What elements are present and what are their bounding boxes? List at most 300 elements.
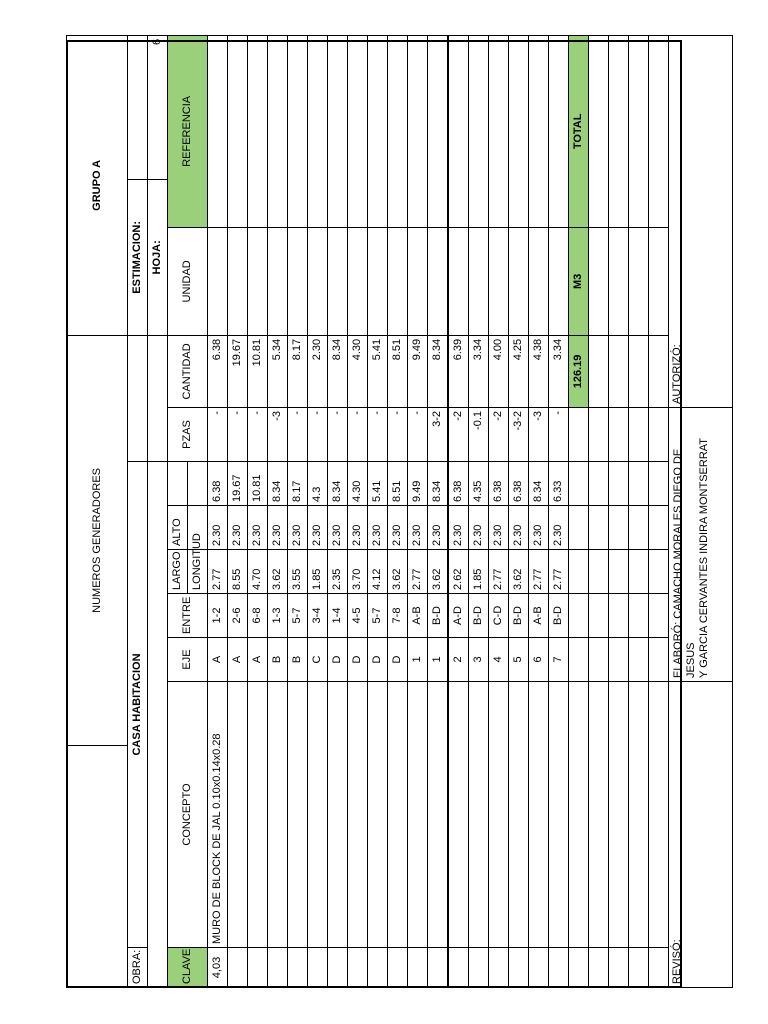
eje-cell: C <box>308 637 328 681</box>
alto-cell: 2.30 <box>388 505 408 549</box>
pzas-cell: - <box>248 407 268 461</box>
clave-cell <box>348 948 368 988</box>
largo-cell <box>589 549 609 593</box>
reviso-label: REVISÓ: <box>669 681 733 987</box>
clave-cell <box>629 948 649 988</box>
entre-cell <box>589 593 609 637</box>
clave-cell <box>268 948 288 988</box>
pzas-cell: - <box>368 407 388 461</box>
eje-cell: B <box>268 637 288 681</box>
alto-cell: 2.30 <box>348 505 368 549</box>
unidad-cell <box>408 227 428 335</box>
pzas-cell: - <box>288 407 308 461</box>
clave-cell <box>248 948 268 988</box>
col-header-alto: ALTO <box>168 505 188 549</box>
alto-cell: 2.30 <box>368 505 388 549</box>
clave-cell <box>569 948 589 988</box>
largo-cell: 2.77 <box>408 549 428 593</box>
referencia-cell <box>408 35 428 227</box>
entre-cell: 1-4 <box>328 593 348 637</box>
alto-cell: 2.30 <box>448 505 469 549</box>
elaboro-line-2: Y GARCIA CERVANTES INDIRA MONTSERRAT <box>698 437 711 678</box>
entre-cell: B-D <box>428 593 449 637</box>
cantidad-cell: 3.34 <box>469 335 489 407</box>
cantidad-cell: 8.34 <box>328 335 348 407</box>
referencia-cell <box>448 35 469 227</box>
col-header-referencia: REFERENCIA <box>168 35 208 227</box>
pzas-cell <box>589 407 609 461</box>
table-row <box>308 35 328 987</box>
entre-cell: 1-3 <box>268 593 288 637</box>
unidad-cell <box>228 227 248 335</box>
referencia-cell <box>549 35 569 227</box>
largo-cell: 2.35 <box>328 549 348 593</box>
total-label: TOTAL <box>569 35 589 227</box>
area-cell <box>629 461 649 505</box>
pzas-cell: -2 <box>489 407 509 461</box>
area-cell: 8.34 <box>328 461 348 505</box>
table-row <box>228 35 248 987</box>
referencia-cell <box>208 35 228 227</box>
concepto-cell <box>549 681 569 947</box>
entre-cell <box>629 593 649 637</box>
alto-cell: 2.30 <box>248 505 268 549</box>
area-cell: 4.30 <box>348 461 368 505</box>
largo-cell: 3.62 <box>268 549 288 593</box>
entre-cell: 7-8 <box>388 593 408 637</box>
unidad-cell <box>589 227 609 335</box>
cantidad-cell: 9.49 <box>408 335 428 407</box>
col-header-pzas: PZAS <box>168 407 208 461</box>
clave-cell <box>649 948 669 988</box>
pzas-cell: -3-2 <box>509 407 529 461</box>
referencia-cell <box>428 35 449 227</box>
concepto-cell <box>408 681 428 947</box>
alto-cell <box>629 505 649 549</box>
concepto-cell <box>288 681 308 947</box>
clave-cell <box>368 948 388 988</box>
cantidad-cell: 10.81 <box>248 335 268 407</box>
autorizo-label: AUTORIZÓ: <box>669 35 733 407</box>
referencia-cell <box>348 35 368 227</box>
clave-cell <box>228 948 248 988</box>
entre-cell: B-D <box>549 593 569 637</box>
table-row <box>549 35 569 987</box>
largo-cell: 8.55 <box>228 549 248 593</box>
concepto-cell <box>368 681 388 947</box>
cantidad-cell: 5.41 <box>368 335 388 407</box>
pzas-cell: - <box>388 407 408 461</box>
blank-cell <box>148 461 168 987</box>
area-cell: 6.38 <box>208 461 228 505</box>
clave-cell <box>549 948 569 988</box>
col-header-unidad: UNIDAD <box>168 227 208 335</box>
pzas-cell <box>569 407 589 461</box>
largo-cell: 1.85 <box>469 549 489 593</box>
eje-cell: D <box>388 637 408 681</box>
col-header-concepto: CONCEPTO <box>168 681 208 947</box>
unidad-cell <box>208 227 228 335</box>
area-cell: 5.41 <box>368 461 388 505</box>
entre-cell: 1-2 <box>208 593 228 637</box>
alto-cell <box>649 505 669 549</box>
area-cell <box>589 461 609 505</box>
clave-cell <box>448 948 469 988</box>
pzas-cell: 3-2 <box>428 407 449 461</box>
cantidad-cell: 2.30 <box>308 335 328 407</box>
alto-cell: 2.30 <box>549 505 569 549</box>
table-row <box>348 35 368 987</box>
entre-cell: 5-7 <box>368 593 388 637</box>
alto-cell <box>609 505 629 549</box>
cantidad-cell: 4.38 <box>529 335 549 407</box>
largo-cell: 3.62 <box>388 549 408 593</box>
entre-cell: A-B <box>529 593 549 637</box>
clave-cell <box>428 948 449 988</box>
area-cell <box>569 461 589 505</box>
eje-cell: D <box>348 637 368 681</box>
entre-cell: C-D <box>489 593 509 637</box>
eje-cell: 3 <box>469 637 489 681</box>
table-row <box>489 35 509 987</box>
unidad-cell <box>529 227 549 335</box>
entre-cell: 5-7 <box>288 593 308 637</box>
hoja-label: HOJA: <box>148 179 168 335</box>
unidad-cell <box>509 227 529 335</box>
area-cell: 6.38 <box>448 461 469 505</box>
cantidad-cell: 19.67 <box>228 335 248 407</box>
unidad-cell <box>328 227 348 335</box>
cantidad-cell <box>609 335 629 407</box>
blank-cell <box>168 461 188 505</box>
area-cell: 8.51 <box>388 461 408 505</box>
area-cell: 8.34 <box>428 461 449 505</box>
largo-cell: 2.77 <box>549 549 569 593</box>
referencia-cell <box>328 35 348 227</box>
alto-cell: 2.30 <box>428 505 449 549</box>
total-cantidad: 126.19 <box>569 335 589 407</box>
concepto-cell <box>268 681 288 947</box>
largo-cell: 2.77 <box>529 549 549 593</box>
largo-cell: 2.77 <box>489 549 509 593</box>
eje-cell: B <box>288 637 308 681</box>
clave-cell <box>469 948 489 988</box>
alto-cell: 2.30 <box>308 505 328 549</box>
eje-cell <box>609 637 629 681</box>
concepto-cell <box>529 681 549 947</box>
area-cell: 6.33 <box>549 461 569 505</box>
table-row <box>629 35 649 987</box>
clave-cell <box>328 948 348 988</box>
spreadsheet-page <box>66 38 711 988</box>
alto-cell: 2.30 <box>408 505 428 549</box>
referencia-cell <box>529 35 549 227</box>
concepto-cell <box>248 681 268 947</box>
obra-label: OBRA: <box>128 948 148 988</box>
sheet-title: NUMEROS GENERADORES <box>67 335 128 745</box>
referencia-cell <box>288 35 308 227</box>
unidad-cell <box>288 227 308 335</box>
area-cell: 9.49 <box>408 461 428 505</box>
table-row <box>649 35 669 987</box>
col-header-clave: CLAVE <box>168 948 208 988</box>
unidad-cell <box>368 227 388 335</box>
referencia-cell <box>609 35 629 227</box>
eje-cell: 5 <box>509 637 529 681</box>
pzas-cell: - <box>208 407 228 461</box>
pzas-cell: - <box>308 407 328 461</box>
alto-cell: 2.30 <box>228 505 248 549</box>
cantidad-cell: 8.17 <box>288 335 308 407</box>
top-left-blank <box>67 745 128 987</box>
referencia-cell <box>489 35 509 227</box>
col-header-eje: EJE <box>168 637 208 681</box>
pzas-cell: -0.1 <box>469 407 489 461</box>
area-cell: 4.3 <box>308 461 328 505</box>
referencia-cell <box>509 35 529 227</box>
unidad-cell <box>469 227 489 335</box>
alto-cell: 2.30 <box>288 505 308 549</box>
entre-cell: A-D <box>448 593 469 637</box>
concepto-cell <box>308 681 328 947</box>
clave-cell <box>609 948 629 988</box>
eje-cell: A <box>208 637 228 681</box>
largo-cell: 2.77 <box>208 549 228 593</box>
entre-cell <box>609 593 629 637</box>
concepto-cell <box>569 681 589 947</box>
blank-cell <box>148 335 168 461</box>
entre-cell: B-D <box>469 593 489 637</box>
area-cell: 8.34 <box>529 461 549 505</box>
cantidad-cell: 5.34 <box>268 335 288 407</box>
cantidad-cell: 8.34 <box>428 335 449 407</box>
table-row <box>589 35 609 987</box>
clave-cell <box>288 948 308 988</box>
eje-cell <box>589 637 609 681</box>
blank-cell <box>188 461 208 505</box>
alto-cell <box>589 505 609 549</box>
referencia-cell <box>248 35 268 227</box>
area-cell: 19.67 <box>228 461 248 505</box>
referencia-cell <box>268 35 288 227</box>
elaboro-line-1: ELABORÓ: CAMACHO MORALES DIEGO DE JESUS <box>672 448 698 678</box>
area-cell: 6.38 <box>489 461 509 505</box>
table-row <box>448 35 469 987</box>
pzas-cell: - <box>348 407 368 461</box>
pzas-cell: - <box>549 407 569 461</box>
eje-cell: 6 <box>529 637 549 681</box>
alto-cell: 2.30 <box>489 505 509 549</box>
area-cell <box>609 461 629 505</box>
cantidad-cell: 4.30 <box>348 335 368 407</box>
entre-cell: 6-8 <box>248 593 268 637</box>
concepto-cell <box>489 681 509 947</box>
clave-cell: 4,03 <box>208 948 228 988</box>
estimacion-value <box>128 35 148 179</box>
largo-cell <box>609 549 629 593</box>
table-row <box>428 35 449 987</box>
referencia-cell <box>629 35 649 227</box>
estimacion-label: ESTIMACION: <box>128 179 148 335</box>
pzas-cell: - <box>408 407 428 461</box>
referencia-cell <box>589 35 609 227</box>
table-row <box>388 35 408 987</box>
table-row <box>248 35 268 987</box>
unidad-cell <box>388 227 408 335</box>
table-row <box>208 35 228 987</box>
concepto-cell <box>589 681 609 947</box>
unidad-cell <box>248 227 268 335</box>
largo-cell: 4.70 <box>248 549 268 593</box>
pzas-cell: -2 <box>448 407 469 461</box>
cantidad-cell: 6.38 <box>208 335 228 407</box>
referencia-cell <box>388 35 408 227</box>
largo-cell: 2.62 <box>448 549 469 593</box>
eje-cell: 7 <box>549 637 569 681</box>
clave-cell <box>408 948 428 988</box>
cantidad-cell: 4.25 <box>509 335 529 407</box>
area-cell: 6.38 <box>509 461 529 505</box>
cantidad-cell: 3.34 <box>549 335 569 407</box>
concepto-cell <box>469 681 489 947</box>
pzas-cell <box>649 407 669 461</box>
elaboro-cell <box>669 407 733 681</box>
largo-cell: 3.70 <box>348 549 368 593</box>
concepto-cell <box>649 681 669 947</box>
cantidad-cell <box>629 335 649 407</box>
clave-cell <box>489 948 509 988</box>
table-row <box>268 35 288 987</box>
table-row <box>509 35 529 987</box>
unidad-cell <box>448 227 469 335</box>
entre-cell <box>649 593 669 637</box>
unidad-cell <box>348 227 368 335</box>
table-row <box>529 35 549 987</box>
alto-cell: 2.30 <box>469 505 489 549</box>
obra-value: CASA HABITACION <box>128 461 148 947</box>
alto-cell: 2.30 <box>509 505 529 549</box>
cantidad-cell: 8.51 <box>388 335 408 407</box>
eje-cell: D <box>368 637 388 681</box>
entre-cell: 3-4 <box>308 593 328 637</box>
concepto-cell <box>448 681 469 947</box>
eje-cell: 1 <box>408 637 428 681</box>
col-header-entre: ENTRE <box>168 593 208 637</box>
pzas-cell: - <box>328 407 348 461</box>
col-header-cantidad: CANTIDAD <box>168 335 208 407</box>
concepto-cell <box>629 681 649 947</box>
unidad-cell <box>308 227 328 335</box>
largo-cell: 3.55 <box>288 549 308 593</box>
referencia-cell <box>649 35 669 227</box>
clave-cell <box>589 948 609 988</box>
concepto-cell <box>328 681 348 947</box>
largo-cell: 3.62 <box>509 549 529 593</box>
cantidad-cell: 4.00 <box>489 335 509 407</box>
eje-cell: D <box>328 637 348 681</box>
entre-cell: A-B <box>408 593 428 637</box>
col-header-largo: LARGO <box>168 549 188 593</box>
rotated-sheet-viewport <box>66 38 711 988</box>
generators-table <box>66 35 733 988</box>
pzas-cell: -3 <box>529 407 549 461</box>
table-row <box>408 35 428 987</box>
table-row <box>368 35 388 987</box>
entre-cell <box>569 593 589 637</box>
concepto-cell <box>509 681 529 947</box>
largo-cell <box>629 549 649 593</box>
table-row <box>609 35 629 987</box>
unidad-cell <box>629 227 649 335</box>
hoja-value: 6 <box>148 35 168 179</box>
blank-cell <box>128 335 148 461</box>
eje-cell <box>569 637 589 681</box>
largo-cell: 1.85 <box>308 549 328 593</box>
total-row <box>569 35 589 987</box>
signature-row <box>669 35 733 987</box>
concepto-cell <box>428 681 449 947</box>
clave-cell <box>509 948 529 988</box>
alto-cell <box>569 505 589 549</box>
concepto-cell: MURO DE BLOCK DE JAL 0.10x0.14x0.28 <box>208 681 228 947</box>
eje-cell <box>649 637 669 681</box>
table-row <box>328 35 348 987</box>
pzas-cell: - <box>228 407 248 461</box>
entre-cell: 2-6 <box>228 593 248 637</box>
alto-cell: 2.30 <box>208 505 228 549</box>
cantidad-cell <box>649 335 669 407</box>
pzas-cell <box>609 407 629 461</box>
eje-cell: 1 <box>428 637 449 681</box>
unidad-cell <box>609 227 629 335</box>
entre-cell: 4-5 <box>348 593 368 637</box>
concepto-cell <box>609 681 629 947</box>
unidad-cell <box>549 227 569 335</box>
largo-cell: 4.12 <box>368 549 388 593</box>
alto-cell: 2.30 <box>328 505 348 549</box>
concepto-cell <box>348 681 368 947</box>
group-label: GRUPO A <box>67 35 128 335</box>
eje-cell: 4 <box>489 637 509 681</box>
cantidad-cell: 6.39 <box>448 335 469 407</box>
col-header-longitud: LONGITUD <box>188 549 208 593</box>
total-unidad: M3 <box>569 227 589 335</box>
area-cell: 8.34 <box>268 461 288 505</box>
largo-cell <box>649 549 669 593</box>
referencia-cell <box>469 35 489 227</box>
area-cell <box>649 461 669 505</box>
pzas-cell: -3 <box>268 407 288 461</box>
concepto-cell <box>388 681 408 947</box>
pzas-cell <box>629 407 649 461</box>
unidad-cell <box>489 227 509 335</box>
clave-cell <box>529 948 549 988</box>
eje-cell: A <box>248 637 268 681</box>
alto-cell: 2.30 <box>529 505 549 549</box>
table-row <box>469 35 489 987</box>
concepto-cell <box>228 681 248 947</box>
area-cell: 10.81 <box>248 461 268 505</box>
cantidad-cell <box>589 335 609 407</box>
area-cell: 4.35 <box>469 461 489 505</box>
referencia-cell <box>228 35 248 227</box>
clave-cell <box>308 948 328 988</box>
referencia-cell <box>308 35 328 227</box>
eje-cell: A <box>228 637 248 681</box>
eje-cell <box>629 637 649 681</box>
unidad-cell <box>649 227 669 335</box>
unidad-cell <box>268 227 288 335</box>
